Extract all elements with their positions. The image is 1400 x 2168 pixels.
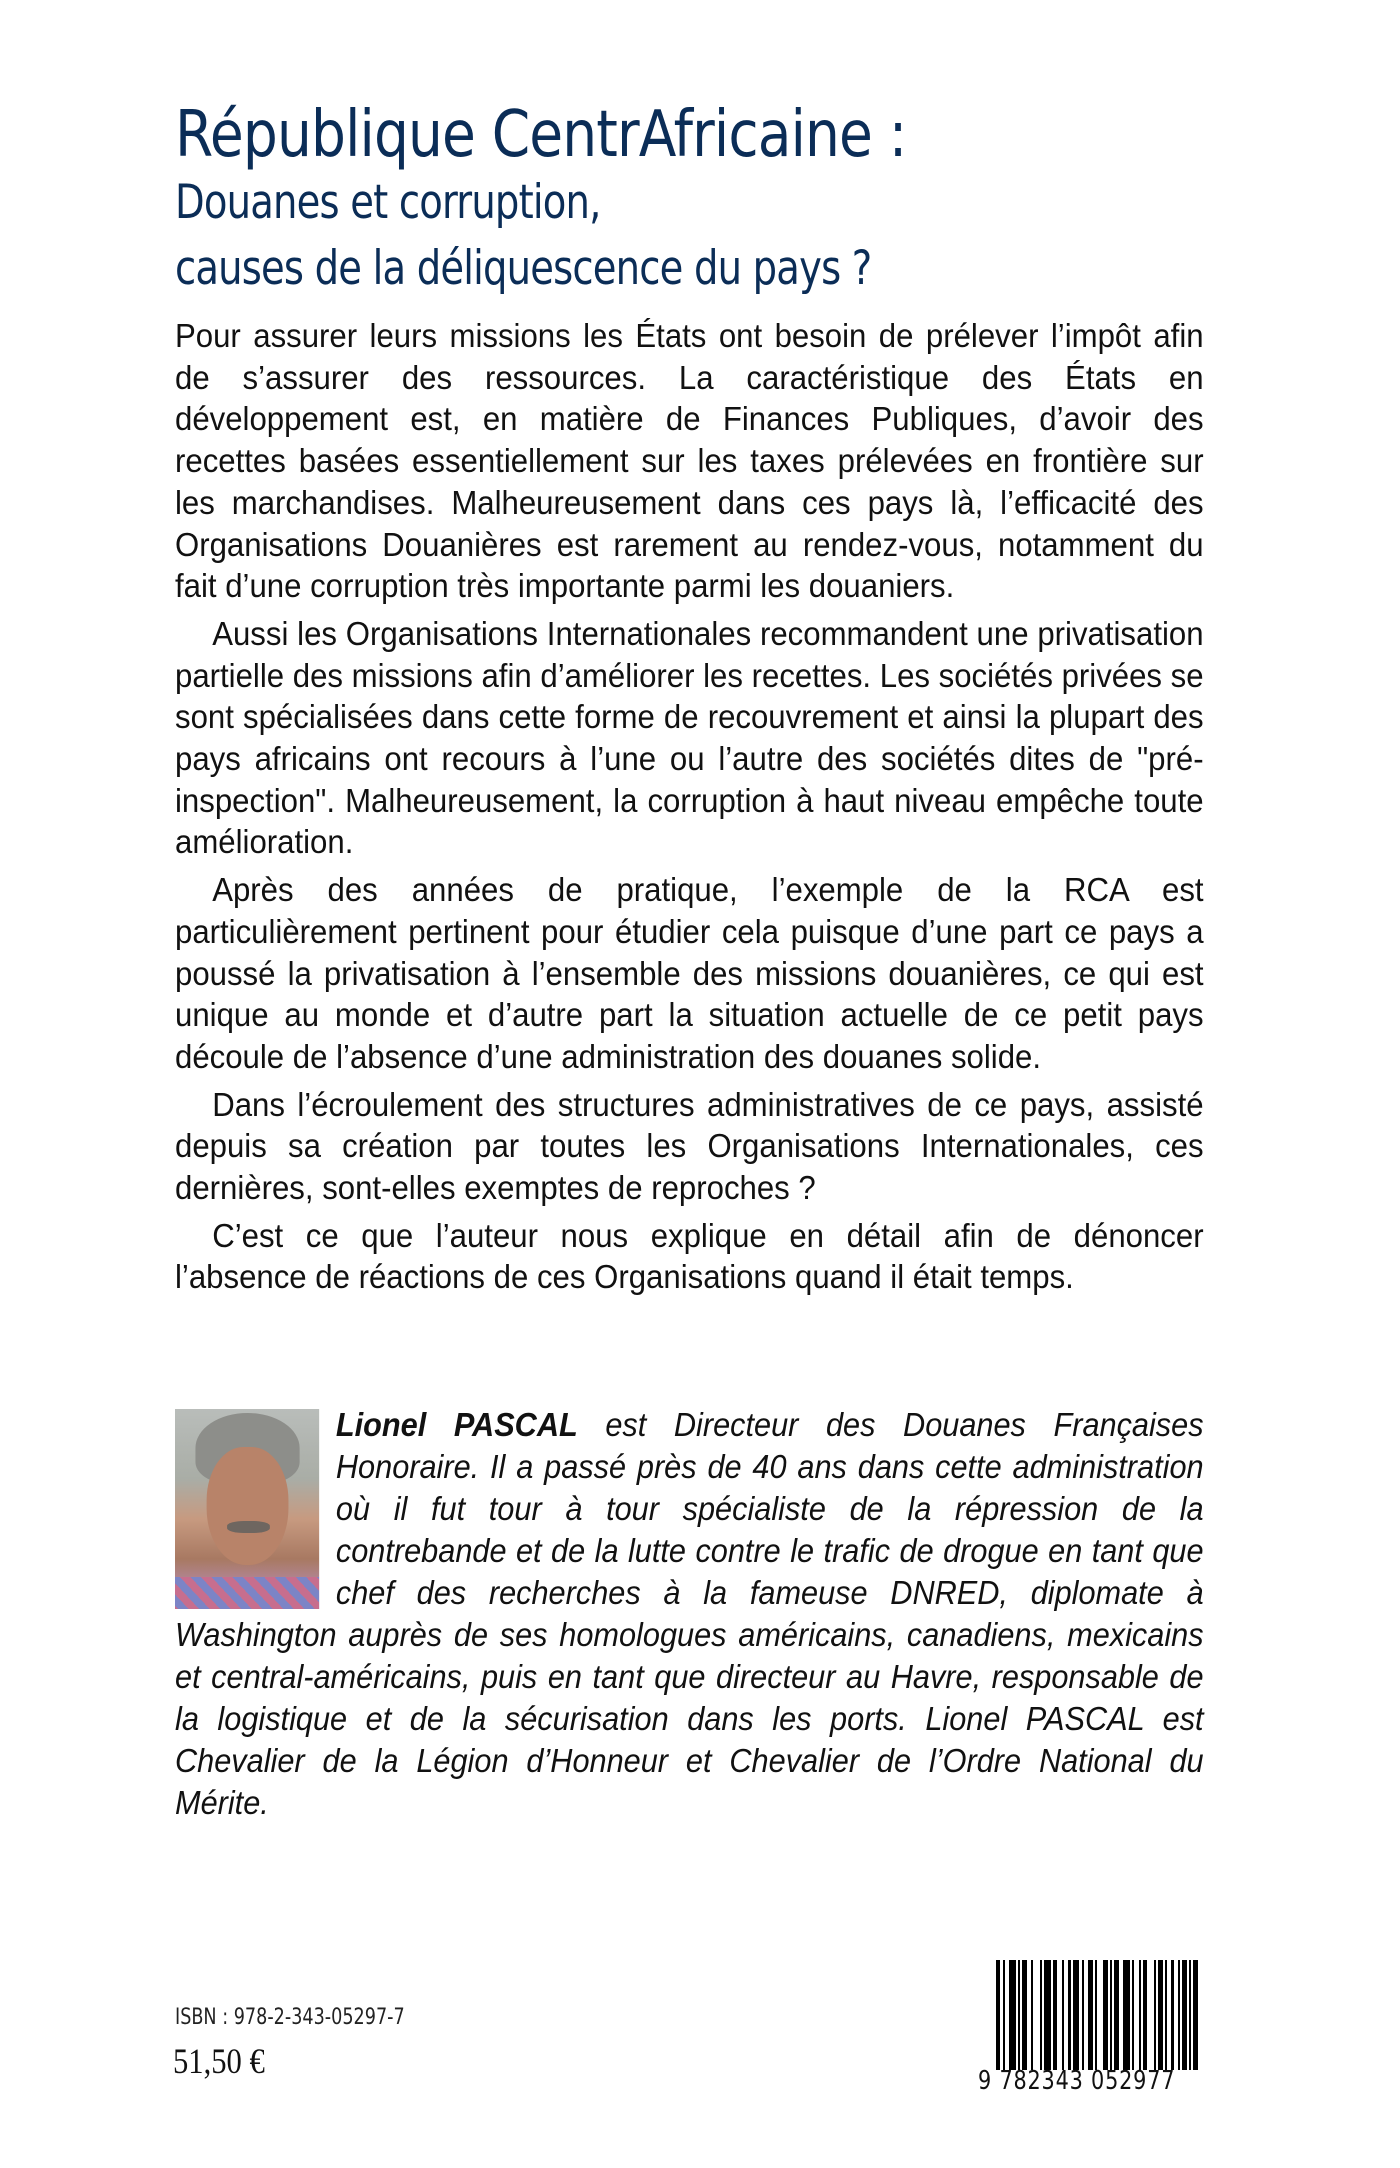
barcode-bar (1193, 1960, 1197, 2070)
blurb-paragraph: Pour assurer leurs missions les États ont besoin de prélever l’impôt afin de s’assurer des ressources. La caractéristique des États en développement est, en matière de Finances Publiques, d’avoir des recettes basées essentiellement sur les taxes prélevées en frontière sur les marchandises. Malheureusement dans ces pays là, l’efficacité des Organisations Douanières est rarement au rendez-vous, notamment du fait d’une corruption très importante parmi les douaniers. (175, 318, 1204, 606)
cover-title (175, 100, 1025, 302)
barcode-bar (1073, 1960, 1080, 2070)
blurb-paragraph: Après des années de pratique, l’exemple de la RCA est particulièrement pertinent pour étudier cela puisque d’une part ce pays a poussé la privatisation à l’ensemble des missions douanières, ce qui est unique au monde et d’autre part la situation actuelle de ce petit pays découle de l’absence d’une administration des douanes solide. (175, 872, 1204, 1076)
barcode-bars (996, 1960, 1218, 2070)
blurb-paragraph: Aussi les Organisations Internationales recommandent une privatisation partielle des missions afin d’améliorer les recettes. Les sociétés privées se sont spécialisées dans cette forme de recouvrement et ainsi la plupart des pays africains ont recours à l’une ou l’autre des sociétés dites de "pré-inspection". Malheureusement, la corruption à haut niveau empêche toute amélioration. (175, 615, 1204, 862)
author-bio (175, 1404, 1204, 1824)
barcode-digits: 9 782343 052977 (978, 2066, 1176, 2096)
barcode-bar (1123, 1960, 1130, 2070)
blurb-paragraph: C’est ce que l’auteur nous explique en détail afin de dénoncer l’absence de réactions de ces Organisations quand il était temps. (175, 1217, 1204, 1297)
barcode-bar (1044, 1960, 1051, 2070)
barcode (978, 1960, 1218, 2100)
barcode-bar (1097, 1960, 1104, 2070)
title-subtitle-2: causes de la déliquescence du pays ? (175, 241, 872, 296)
price: 51,50 € (173, 2041, 265, 2081)
author-photo (175, 1409, 319, 1609)
isbn: ISBN : 978-2-343-05297-7 (175, 2005, 405, 2030)
blurb-paragraph: Dans l’écroulement des structures administratives de ce pays, assisté depuis sa création par toutes les Organisations Internationales, ces dernières, sont-elles exemptes de reproches ? (175, 1086, 1204, 1208)
barcode-bar (1033, 1960, 1040, 2070)
author-name: Lionel PASCAL (335, 1406, 578, 1443)
barcode-bar (1147, 1960, 1154, 2070)
author-bio-text: est Directeur des Douanes Françaises Honoraire. Il a passé près de 40 ans dans cette administration où il fut tour à tour spécialiste de la répression de la contrebande et de la lutte contre le trafic de drogue en tant que chef des recherches à la fameuse DNRED, diplomate à Washington auprès de ses homologues américains, canadiens, mexicains et central-américains, puis en tant que directeur au Havre, responsable de la logistique et de la sécurisation dans les ports. Lionel PASCAL est Chevalier de la Légion d’Honneur et Chevalier de l’Ordre National du Mérite. (175, 1406, 1204, 1821)
title-subtitle-1: Douanes et corruption, (175, 175, 601, 230)
barcode-bar (1009, 1960, 1016, 2070)
title-main: République CentrAfricaine : (175, 98, 907, 172)
blurb (175, 316, 1204, 1305)
